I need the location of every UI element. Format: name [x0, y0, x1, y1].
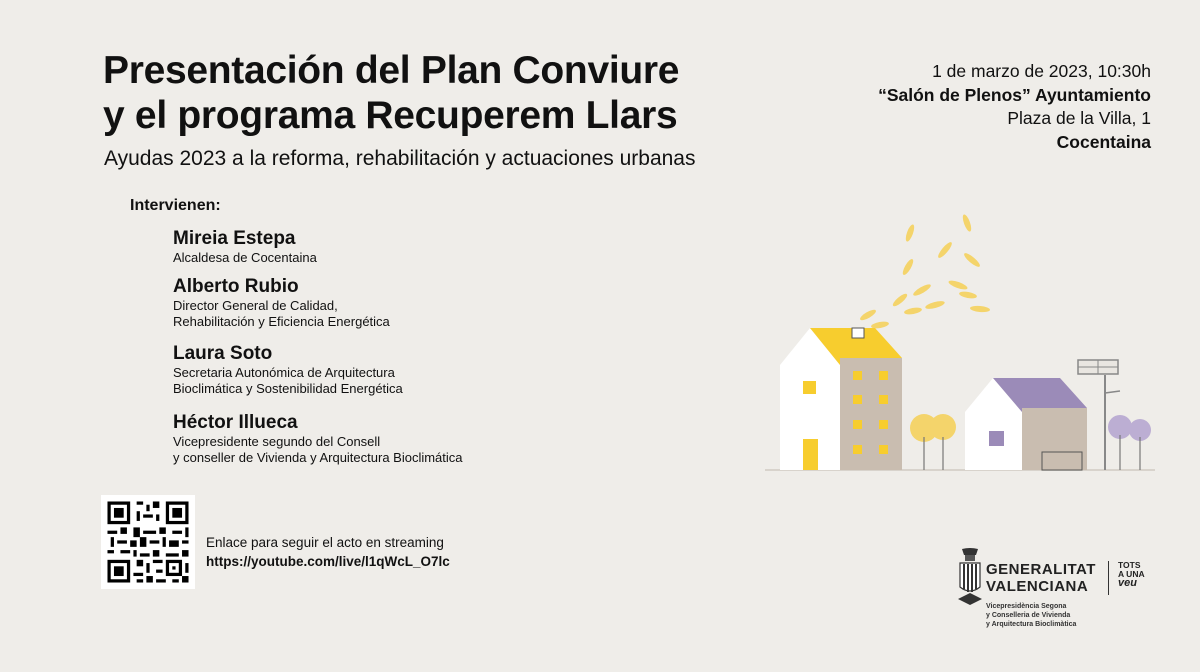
speaker-role: Vicepresidente segundo del Consell [173, 434, 381, 449]
speaker-name: Héctor Illueca [173, 412, 298, 433]
speaker-alberto-rubio [173, 276, 390, 330]
event-town: Cocentaina [1056, 131, 1151, 152]
speaker-role: Secretaria Autonómica de Arquitectura [173, 365, 395, 380]
tots-line-1: TOTS [1118, 560, 1141, 570]
tall-house [780, 328, 902, 470]
department-line-1: Vicepresidència Segona [986, 603, 1067, 610]
logo-divider [1108, 561, 1109, 595]
speaker-mireia-estepa [173, 228, 317, 266]
title-line-2: y el programa Recuperem Llars [103, 94, 678, 137]
event-datetime: 1 de marzo de 2023, 10:30h [932, 61, 1151, 81]
streaming-link[interactable]: https://youtube.com/live/l1qWcL_O7lc [206, 554, 450, 569]
department-line-2: y Conselleria de Vivienda [986, 612, 1071, 619]
event-venue: “Salón de Plenos” Ayuntamiento [878, 84, 1151, 105]
event-details [878, 60, 1151, 154]
speaker-laura-soto [173, 343, 403, 397]
speaker-role: Director General de Calidad, [173, 298, 338, 313]
logo-line-2: VALENCIANA [986, 578, 1089, 595]
event-address: Plaza de la Villa, 1 [1007, 108, 1151, 128]
speaker-name: Laura Soto [173, 343, 273, 364]
speaker-hector-illueca [173, 412, 463, 466]
qr-code-icon [101, 495, 195, 589]
speaker-name: Alberto Rubio [173, 276, 299, 297]
department-line-3: y Arquitectura Bioclimàtica [986, 621, 1077, 628]
speaker-role: y conseller de Vivienda y Arquitectura Bioclimática [173, 450, 463, 465]
tots-line-3: veu [1118, 577, 1137, 589]
falling-leaves [859, 214, 991, 330]
speakers-heading: Intervienen: [130, 197, 221, 214]
speaker-name: Mireia Estepa [173, 228, 296, 249]
generalitat-logo [956, 547, 1156, 637]
tots-line-2: A UNA [1118, 569, 1145, 579]
streaming-label: Enlace para seguir el acto en streaming [206, 535, 444, 550]
logo-name [986, 561, 1096, 595]
logo-department [986, 602, 1076, 629]
small-house [965, 378, 1087, 470]
coat-of-arms-icon [956, 547, 984, 613]
streaming-info [206, 533, 450, 571]
subtitle: Ayudas 2023 a la reforma, rehabilitación y actuaciones urbanas [104, 147, 696, 170]
speaker-role: Bioclimática y Sostenibilidad Energética [173, 381, 403, 396]
title-line-1: Presentación del Plan Conviure [103, 49, 680, 92]
houses-illustration [760, 205, 1160, 480]
speaker-role: Alcaldesa de Cocentaina [173, 250, 317, 265]
logo-line-1: GENERALITAT [986, 561, 1096, 578]
qr-code[interactable] [101, 495, 195, 589]
page-title [103, 48, 679, 138]
purple-trees [1108, 415, 1151, 470]
speaker-role: Rehabilitación y Eficiencia Energética [173, 314, 390, 329]
yellow-trees [910, 414, 956, 470]
tots-a-una-veu-logo [1118, 561, 1145, 588]
